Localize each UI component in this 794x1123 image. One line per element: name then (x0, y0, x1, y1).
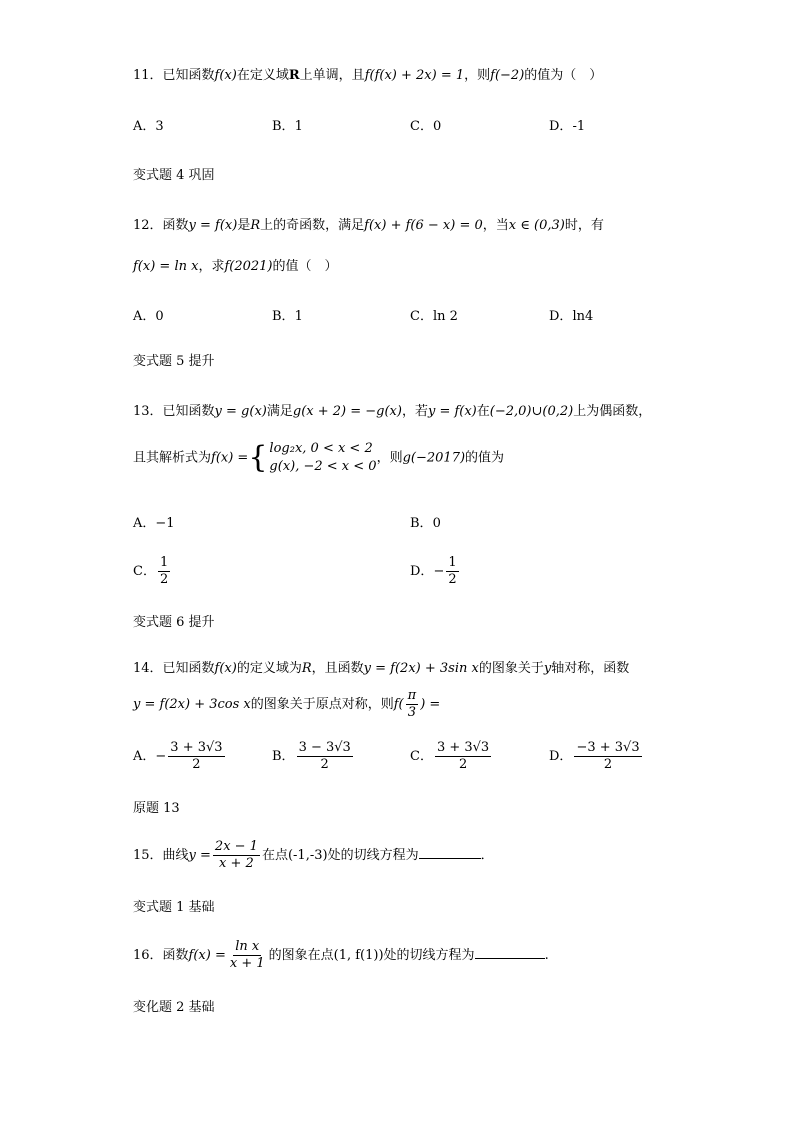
q14-option-c[interactable]: C． $\frac{3 + 3√3}{2}$ (410, 740, 490, 772)
q12-R: R (250, 218, 261, 233)
q11-text-e: 的值为（ ） (524, 68, 603, 83)
q11-text-c: 上单调，且 (299, 68, 365, 83)
q13-case-1: log₂x, 0 < x < 2 (269, 441, 373, 456)
q14-yaxis: y (543, 661, 552, 676)
q12-option-a[interactable]: A．0 (133, 309, 164, 324)
q14-func1: y = f(2x) + 3sin x (363, 661, 479, 676)
q11-R: R (288, 68, 300, 83)
question-16-stem: 16．函数f(x) = $\frac{\text{ln x}}{x + 1}$ 的图象在点(1, f(1))处的切线方程为 . (133, 939, 549, 971)
q16-point: (1, f(1)) (333, 948, 384, 963)
q13-ffunc: y = f(x) (427, 404, 477, 419)
q14-R: R (301, 661, 312, 676)
section-label-3: 变式题 6 提升 (133, 615, 215, 630)
q13-option-a[interactable]: A．−1 (133, 516, 175, 531)
q11-option-b[interactable]: B．1 (272, 119, 303, 134)
q13-option-c[interactable]: C． $\frac{1}{2}$ (133, 555, 169, 587)
q12-option-b[interactable]: B．1 (272, 309, 303, 324)
q11-option-c[interactable]: C．0 (410, 119, 442, 134)
question-11-stem (133, 66, 602, 86)
q14-option-a[interactable]: A．− $\frac{3 + 3√3}{2}$ (133, 740, 223, 772)
q12-func: y = f(x) (188, 218, 238, 233)
question-14-stem-line1: 14．已知函数f(x)的定义域为R，且函数y = f(2x) + 3sin x的图象关于y轴对称，函数 (133, 661, 630, 676)
q14-option-d[interactable]: D． $\frac{-3 + 3√3}{2}$ (549, 740, 640, 772)
question-13-stem-line2: 且其解析式为f(x) = { log₂x, 0 < x < 2 g(x), −2 < x < 0 ，则g(−2017)的值为 (133, 440, 505, 475)
q11-option-d[interactable]: D．-1 (549, 119, 586, 134)
q16-answer-blank[interactable] (475, 946, 545, 959)
q13-condition: g(x + 2) = −g(x) (292, 404, 402, 419)
section-label-5: 变式题 1 基础 (133, 900, 215, 915)
q11-condition: f(f(x) + 2x) = 1 (364, 68, 465, 83)
q14-func2: y = f(2x) + 3cos x (133, 697, 251, 712)
section-label-4: 原题 13 (133, 801, 180, 816)
q12-option-d[interactable]: D．ln4 (549, 309, 594, 324)
q13-option-b[interactable]: B．0 (410, 516, 441, 531)
q14-option-b[interactable]: B． $\frac{3 - 3√3}{2}$ (272, 740, 351, 772)
question-14-stem-line2: y = f(2x) + 3cos x的图象关于原点对称，则f( $\frac{\pi}{3}$ ) = (133, 688, 441, 720)
q13-piece-lhs: f(x) = (211, 450, 249, 466)
q11-option-a[interactable]: A．3 (133, 119, 164, 134)
question-13-stem-line1: 13．已知函数y = g(x)满足g(x + 2) = −g(x)，若y = f(x)在(−2,0)∪(0,2)上为偶函数， (133, 404, 652, 419)
q11-text-d: ，则 (464, 68, 491, 83)
q13-option-d[interactable]: D．− $\frac{1}{2}$ (410, 555, 457, 587)
q14-fx: f(x) (214, 661, 237, 676)
q12-option-c[interactable]: C．ln 2 (410, 309, 458, 324)
section-label-1: 变式题 4 巩固 (133, 168, 215, 183)
q13-target: g(−2017) (402, 450, 466, 466)
q13-interval: (−2,0)∪(0,2) (489, 404, 574, 419)
q12-domain: x ∈ (0,3) (508, 218, 565, 233)
q15-answer-blank[interactable] (419, 846, 481, 859)
question-15-stem: 15．曲线y = $\frac{2x - 1}{x + 2}$ 在点(-1,-3)处的切线方程为 ． (133, 839, 494, 871)
q15-point: (-1,-3) (287, 848, 328, 863)
q11-target: f(−2) (490, 68, 525, 83)
q12-target: f(2021) (224, 259, 273, 274)
q11-text-a: 11．已知函数 (133, 68, 215, 83)
question-12-stem-line1: 12．函数y = f(x)是R上的奇函数，满足f(x) + f(6 − x) = 0，当x ∈ (0,3)时，有 (133, 218, 604, 233)
q13-case-2: g(x), −2 < x < 0 (269, 459, 377, 474)
question-12-stem-line2: f(x) = ln x，求f(2021)的值（ ） (133, 259, 338, 274)
section-label-6: 变化题 2 基础 (133, 1000, 215, 1015)
q12-expression: f(x) = ln x (133, 259, 199, 274)
q13-gfunc: y = g(x) (214, 404, 267, 419)
q11-text-b: 在定义域 (236, 68, 289, 83)
q13-piecewise: { log₂x, 0 < x < 2 g(x), −2 < x < 0 (248, 440, 377, 475)
q12-condition: f(x) + f(6 − x) = 0 (364, 218, 483, 233)
section-label-2: 变式题 5 提升 (133, 354, 215, 369)
q11-fx: f(x) (214, 68, 237, 83)
